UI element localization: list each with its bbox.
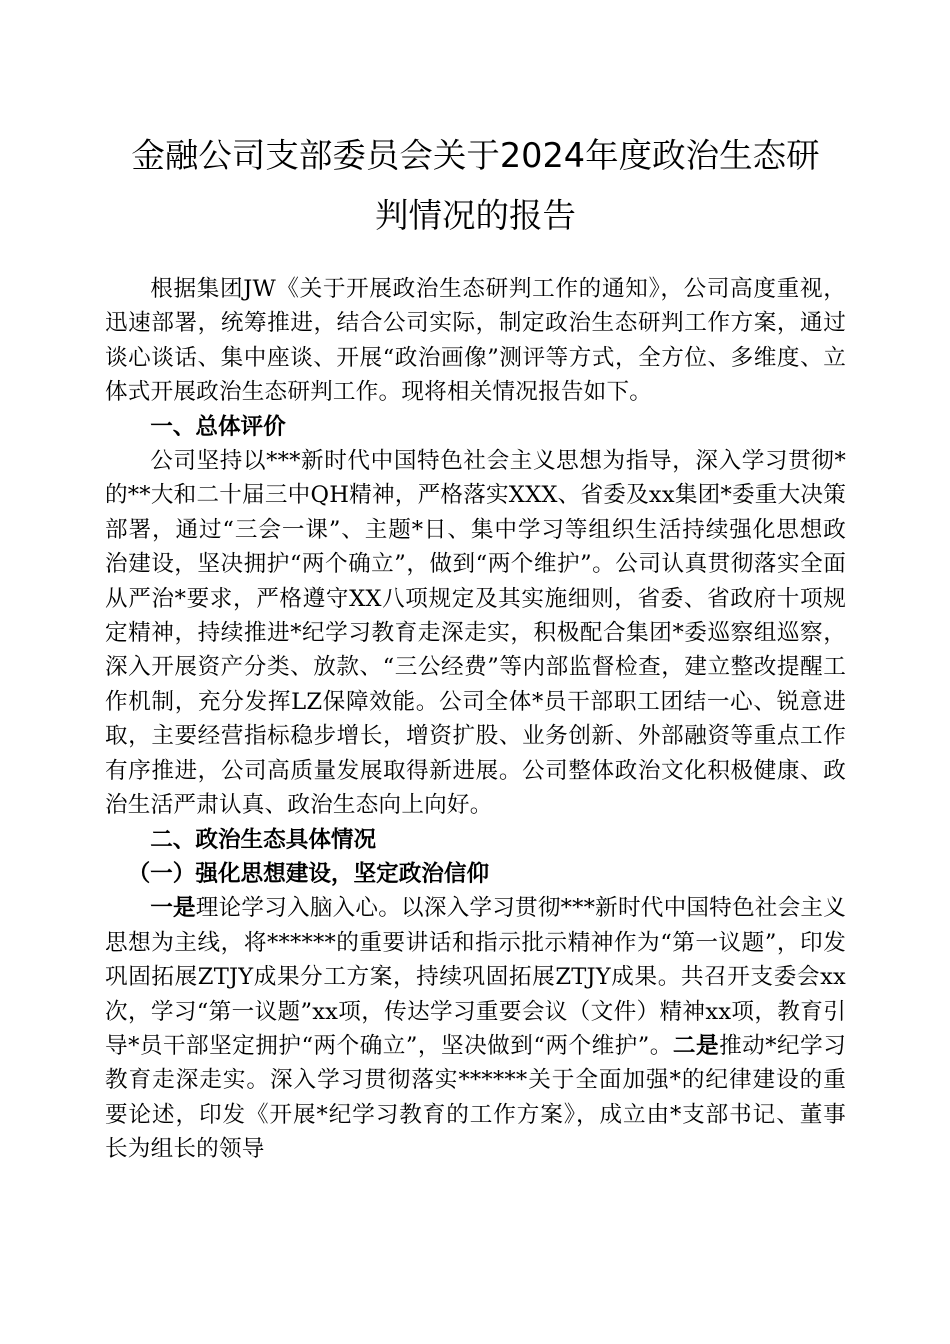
title-line-1: 金融公司支部委员会关于2024年度政治生态研: [131, 136, 820, 175]
point-two-lead: 二是: [672, 1032, 720, 1059]
document-body: [105, 272, 846, 1167]
point-one-lead: 一是: [150, 895, 196, 922]
overall-evaluation-paragraph: 公司坚持以***新时代中国特色社会主义思想为指导，深入学习贯彻*的**大和二十届三中QH精神，严格落实XXX、省委及xx集团*委重大决策部署，通过“三会一课”、主题*日、集中学习等组织生活持续强化思想政治建设，坚决拥护“两个确立”，做到“两个维护”。公司认真贯彻落实全面从严治*要求，严格遵守XX八项规定及其实施细则，省委、省政府十项规定精神，持续推进*纪学习教育走深走实，积极配合集团*委巡察组巡察，深入开展资产分类、放款、“三公经费”等内部监督检查，建立整改提醒工作机制，充分发挥LZ保障效能。公司全体*员干部职工团结一心、锐意进取，主要经营指标稳步增长，增资扩股、业务创新、外部融资等重点工作有序推进，公司高质量发展取得新进展。公司整体政治文化积极健康、政治生活严肃认真、政治生态向上向好。: [105, 448, 846, 819]
subsection-heading-ideology: （一）强化思想建设，坚定政治信仰: [127, 860, 490, 887]
point-two-text: 推动*纪学习教育走深走实。深入学习贯彻落实******关于全面加强*的纪律建设的重要论述，印发《开展*纪学习教育的工作方案》，成立由*支部书记、董事长为组长的领导: [105, 1032, 847, 1163]
document-title: [105, 126, 846, 246]
ideology-paragraph: [105, 891, 846, 1166]
title-line-2: 判情况的报告: [375, 196, 576, 235]
section-heading-political-ecology: 二、政治生态具体情况: [150, 826, 377, 853]
point-one-text: 理论学习入脑入心。以深入学习贯彻***新时代中国特色社会主义思想为主线，将******的重要讲话和指示批示精神作为“第一议题”，印发巩固拓展ZTJY成果分工方案，持续巩固拓展ZTJY成果。共召开支委会xx次，学习“第一议题”xx项，传达学习重要会议（文件）精神xx项，教育引导*员干部坚定拥护“两个确立”，坚决做到“两个维护”。: [105, 895, 846, 1059]
intro-paragraph: 根据集团JW《关于开展政治生态研判工作的通知》，公司高度重视，迅速部署，统筹推进，结合公司实际，制定政治生态研判工作方案，通过谈心谈话、集中座谈、开展“政治画像”测评等方式，全方位、多维度、立体式开展政治生态研判工作。现将相关情况报告如下。: [105, 276, 846, 406]
section-heading-overall-evaluation: 一、总体评价: [150, 413, 286, 440]
